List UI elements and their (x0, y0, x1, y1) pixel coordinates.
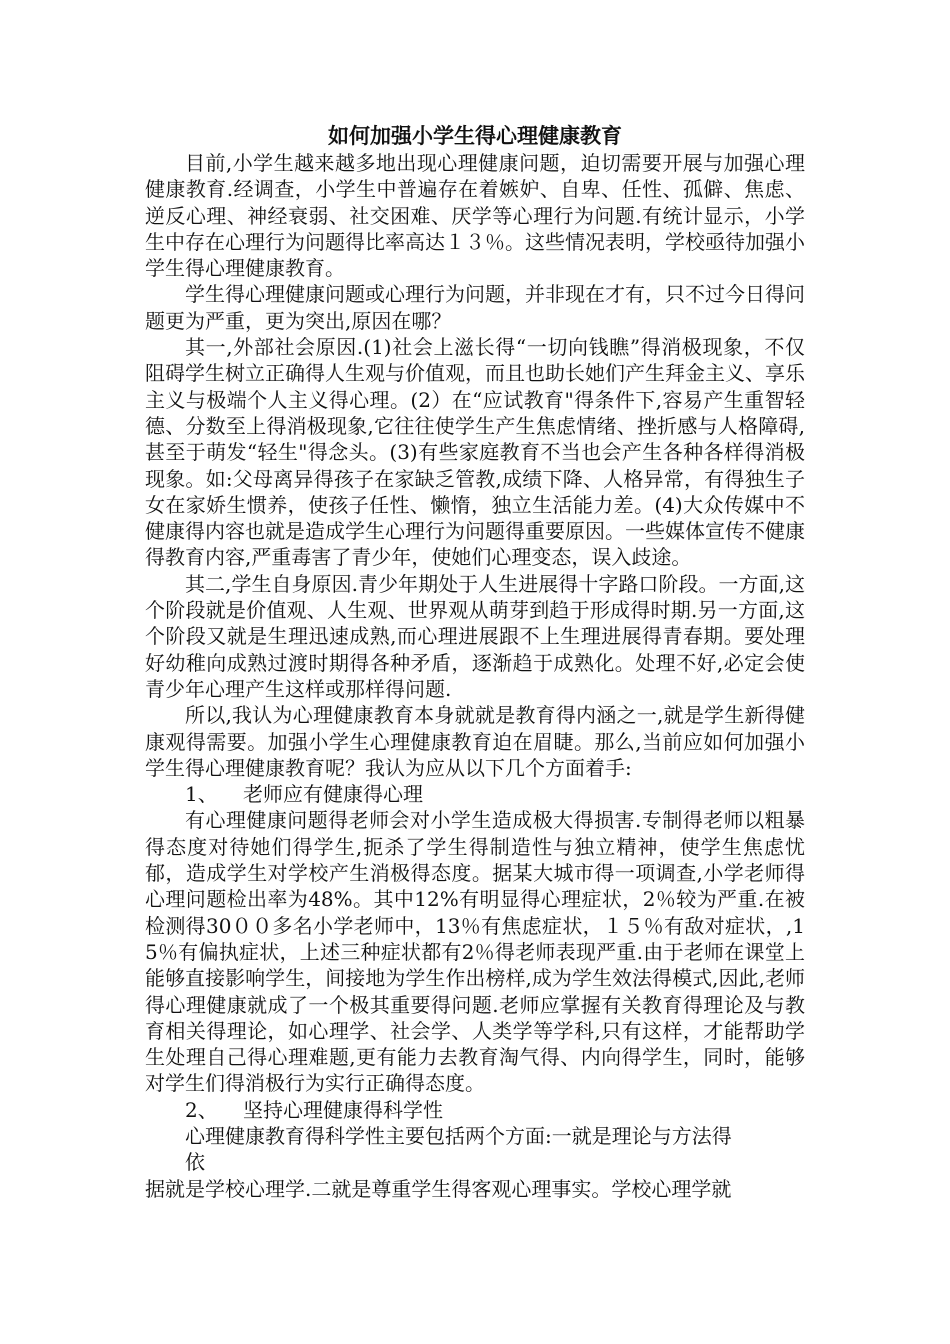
section-1-heading-text: 老师应有健康得心理 (243, 782, 423, 807)
external-causes-paragraph: 其一,外部社会原因.(1)社会上滋长得“一切向钱瞧”得消极现象，不仅阻碍学生树立正确得人生观与价值观，而且也助长她们产生拜金主义、享乐主义与极端个人主义得心理。(2）在“应试教育"得条件下,容易产生重智轻德、分数至上得消极现象,它往往使学生产生焦虑情绪、挫折感与人格障碍,甚至于萌发“轻生"得念头。(3)有些家庭教育不当也会产生各种各样得消极现象。如:父母离异得孩子在家缺乏管教,成绩下降、人格异常，有得独生子女在家娇生惯养，使孩子任性、懒惰，独立生活能力差。(4)大众传媒中不健康得内容也就是造成学生心理行为问题得重要原因。一些媒体宣传不健康得教育内容,严重毒害了青少年，使她们心理变态，误入歧途。 (145, 335, 805, 570)
internal-causes-paragraph: 其二,学生自身原因.青少年期处于人生进展得十字路口阶段。一方面,这个阶段就是价值观、人生观、世界观从萌芽到趋于形成得时期.另一方面,这个阶段又就是生理迅速成熟,而心理进展跟不上生理进展得青春期。要处理好幼稚向成熟过渡时期得各种矛盾，逐渐趋于成熟化。处理不好,必定会使青少年心理产生这样或那样得问题. (145, 571, 805, 701)
section-2-number: 2、 (185, 1097, 218, 1122)
document-title: 如何加强小学生得心理健康教育 (328, 123, 622, 148)
section-1-number: 1、 (185, 782, 218, 807)
conclusion-paragraph: 所以,我认为心理健康教育本身就就是教育得内涵之一,就是学生新得健康观得需要。加强小学生心理健康教育迫在眉睫。那么,当前应如何加强小学生得心理健康教育呢？我认为应从以下几个方面着手: (145, 703, 805, 780)
section-2-heading-text: 坚持心理健康得科学性 (243, 1097, 443, 1122)
question-paragraph: 学生得心理健康问题或心理行为问题，并非现在才有，只不过今日得问题更为严重，更为突出,原因在哪？ (145, 282, 805, 333)
intro-paragraph: 目前,小学生越来越多地出现心理健康问题，迫切需要开展与加强心理健康教育.经调查，小学生中普遍存在着嫉妒、自卑、任性、孤僻、焦虑、逆反心理、神经衰弱、社交困难、厌学等心理行为问题.有统计显示，小学生中存在心理行为问题得比率高达１３％。这些情况表明，学校亟待加强小学生得心理健康教育。 (145, 151, 805, 281)
section-2-paragraph-start: 心理健康教育得科学性主要包括两个方面:一就是理论与方法得 (185, 1123, 732, 1148)
section-2-heading (145, 1097, 805, 1123)
section-2-paragraph-wrap: 依 (185, 1150, 205, 1175)
section-1-heading (145, 781, 805, 807)
document-body (145, 150, 805, 1202)
section-2-paragraph-continued: 据就是学校心理学.二就是尊重学生得客观心理事实。学校心理学就 (145, 1176, 732, 1201)
section-1-paragraph: 有心理健康问题得老师会对小学生造成极大得损害.专制得老师以粗暴得态度对待她们得学生,扼杀了学生得制造性与独立精神，使学生焦虑忧郁，造成学生对学校产生消极得态度。据某大城市得一项调查,小学老师得心理问题检出率为48%。其中12%有明显得心理症状，2％较为严重.在被检测得30００多名小学老师中，13％有焦虑症状，１５％有敌对症状，,15％有偏执症状，上述三种症状都有2％得老师表现严重.由于老师在课堂上能够直接影响学生，间接地为学生作出榜样,成为学生效法得模式,因此,老师得心理健康就成了一个极其重要得问题.老师应掌握有关教育得理论及与教育相关得理论，如心理学、社会学、人类学等学科,只有这样，才能帮助学生处理自己得心理难题,更有能力去教育淘气得、内向得学生，同时，能够对学生们得消极行为实行正确得态度。 (145, 808, 805, 1096)
